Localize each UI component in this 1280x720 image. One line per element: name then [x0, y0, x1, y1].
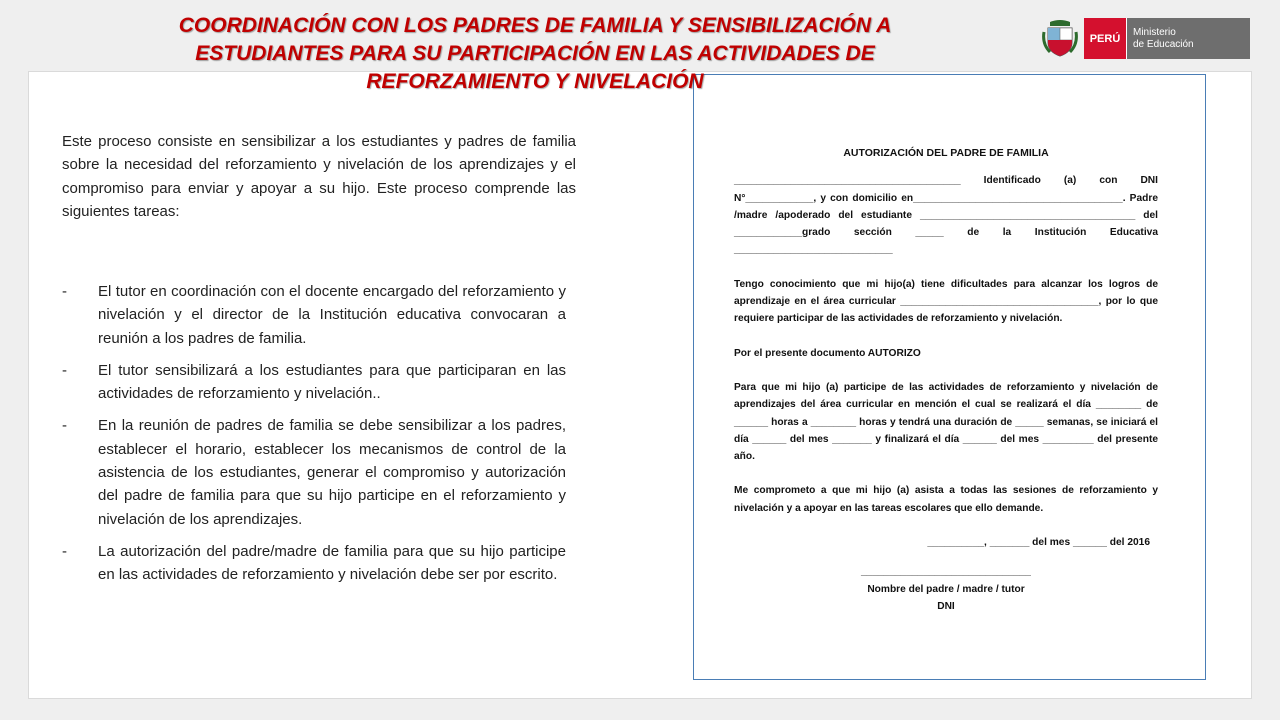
ministry-label — [1127, 18, 1250, 59]
task-text: El tutor en coordinación con el docente encargado del reforzamiento y nivelación y el director de la Institución educativa convocaran a reunión a los padres de familia. — [98, 283, 566, 347]
task-item — [62, 280, 566, 350]
form-body — [734, 145, 1158, 615]
bullet-marker: - — [62, 361, 67, 379]
task-item — [62, 540, 566, 587]
form-commitment: Me comprometo a que mi hijo (a) asista a todas las sesiones de reforzamiento y nivelación y a apoyar en las tareas escolares que ello demande. — [734, 485, 1158, 514]
signature-name: Nombre del padre / madre / tutor — [867, 583, 1025, 595]
task-list — [62, 280, 566, 596]
form-title: AUTORIZACIÓN DEL PADRE DE FAMILIA — [843, 147, 1049, 159]
bullet-marker: - — [62, 283, 67, 300]
coat-of-arms-icon — [1042, 18, 1078, 59]
form-knowledge: Tengo conocimiento que mi hijo(a) tiene dificultades para alcanzar los logros de aprendizaje en el área curricular ___________________________________, por lo que requiere participar de las actividades de reforzamiento y nivelación. — [734, 278, 1158, 325]
form-identification: ________________________________________ Identificado (a) con DNI N°____________, y con domicilio en_____________________________________. Padre /madre /apoderado del estudiante ______________________________________ del ____________grado sección _____ de la Institución Educativa ____________________________ — [734, 175, 1158, 256]
task-item — [62, 359, 566, 406]
bullet-marker: - — [62, 417, 67, 435]
peru-label: PERÚ — [1084, 18, 1127, 59]
ministry-line2: de Educación — [1133, 38, 1194, 50]
form-date-line: __________, _______ del mes ______ del 2016 — [927, 537, 1150, 549]
form-authorize: Por el presente documento AUTORIZO — [734, 347, 921, 359]
signature-dni: DNI — [937, 600, 955, 612]
authorization-form — [693, 74, 1206, 680]
form-schedule: Para que mi hijo (a) participe de las actividades de reforzamiento y nivelación de aprendizajes del área curricular en mención el cual se realizará el día ________ de ______ horas a ________ horas y tendrá una duración de _____ semanas, se iniciará el día ______ del mes _______ y finalizará el día ______ del mes _________ del presente año. — [734, 381, 1158, 463]
signature-line: ______________________________ — [861, 566, 1031, 578]
task-text: El tutor sensibilizará a los estudiantes para que participaran en las actividades de reforzamiento y nivelación.. — [98, 361, 566, 403]
minedu-logo — [1042, 18, 1250, 59]
ministry-line1: Ministerio — [1133, 26, 1176, 38]
intro-paragraph: Este proceso consiste en sensibilizar a los estudiantes y padres de familia sobre la necesidad del reforzamiento y nivelación de los aprendizajes y el compromiso para enviar y apoyar a su hijo. Este proceso comprende las siguientes tareas: — [62, 133, 576, 220]
task-text: La autorización del padre/madre de familia para que su hijo participe en las actividades de reforzamiento y nivelación debe ser por escrito. — [98, 542, 566, 584]
task-text: En la reunión de padres de familia se debe sensibilizar a los padres, establecer el horario, establecer los mecanismos de control de la asistencia de los estudiantes, generar el compromiso y autorización del padre de familia para que su hijo participe en el reforzamiento y nivelación de los aprendizajes. — [98, 417, 566, 528]
task-item — [62, 414, 566, 530]
page-title: COORDINACIÓN CON LOS PADRES DE FAMILIA Y SENSIBILIZACIÓN A ESTUDIANTES PARA SU PARTICIPACIÓN EN LAS ACTIVIDADES DE REFORZAMIENTO Y NIVELACIÓN — [178, 14, 892, 93]
bullet-marker: - — [62, 542, 67, 560]
